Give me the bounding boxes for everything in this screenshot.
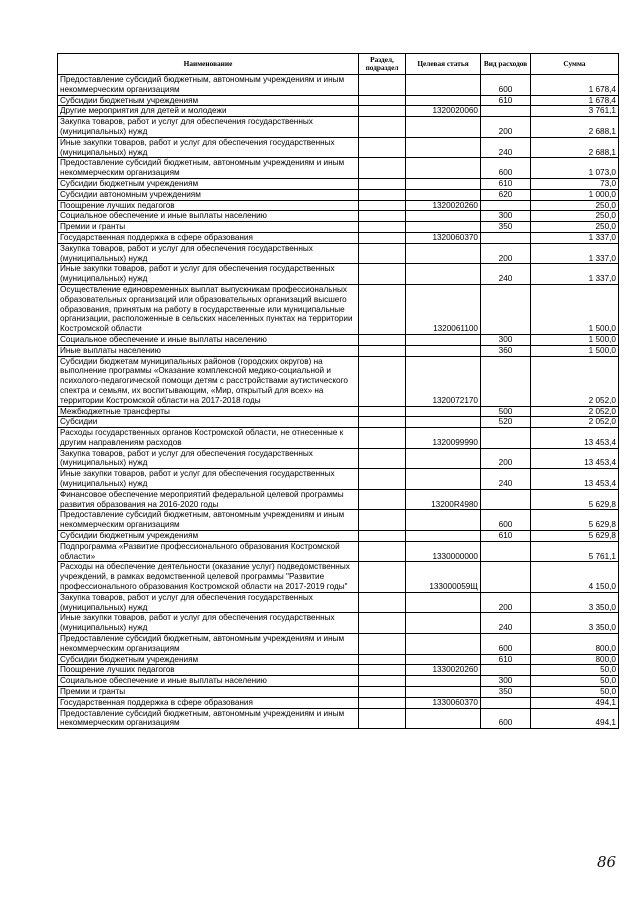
row-expense-type: 610	[481, 178, 531, 189]
row-section	[359, 562, 406, 592]
table-row	[58, 541, 619, 562]
table-row	[58, 189, 619, 200]
row-target-code: 1320072170	[406, 356, 481, 406]
row-sum: 2 052,0	[531, 417, 619, 428]
row-target-code	[406, 345, 481, 356]
row-sum: 5 629,8	[531, 531, 619, 542]
row-section	[359, 75, 406, 96]
row-name: Расходы на обеспечение деятельности (оказание услуг) подведомственных учреждений, в рамках ведомственной целевой программы "Развитие профессионального образования Костромской области на 2017-2019 годы"	[58, 562, 359, 592]
table-body	[58, 75, 619, 729]
row-target-code	[406, 469, 481, 490]
row-expense-type: 200	[481, 592, 531, 613]
row-name: Закупка товаров, работ и услуг для обеспечения государственных (муниципальных) нужд	[58, 448, 359, 469]
row-sum: 50,0	[531, 676, 619, 687]
row-target-code	[406, 117, 481, 138]
row-name: Предоставление субсидий бюджетным, автономным учреждениям и иным некоммерческим организациям	[58, 158, 359, 179]
row-sum: 3 761,1	[531, 106, 619, 117]
row-name: Закупка товаров, работ и услуг для обеспечения государственных (муниципальных) нужд	[58, 592, 359, 613]
table-row	[58, 356, 619, 406]
row-target-code	[406, 178, 481, 189]
row-sum: 13 453,4	[531, 469, 619, 490]
row-expense-type: 520	[481, 417, 531, 428]
row-section	[359, 137, 406, 158]
row-expense-type	[481, 428, 531, 449]
table-row	[58, 158, 619, 179]
row-section	[359, 345, 406, 356]
header-name: Наименование	[58, 54, 359, 75]
row-name: Иные закупки товаров, работ и услуг для обеспечения государственных (муниципальных) нужд	[58, 469, 359, 490]
row-target-code: 1330020260	[406, 665, 481, 676]
row-sum: 1 073,0	[531, 158, 619, 179]
table-row	[58, 406, 619, 417]
row-name: Поощрение лучших педагогов	[58, 665, 359, 676]
row-name: Иные выплаты населению	[58, 345, 359, 356]
row-sum: 1 678,4	[531, 75, 619, 96]
row-expense-type: 610	[481, 95, 531, 106]
table-row	[58, 117, 619, 138]
row-section	[359, 158, 406, 179]
page-number: 86	[597, 853, 617, 871]
row-sum: 1 337,0	[531, 243, 619, 264]
row-name: Поощрение лучших педагогов	[58, 200, 359, 211]
row-expense-type: 240	[481, 137, 531, 158]
row-sum: 3 350,0	[531, 613, 619, 634]
row-target-code: 1320061100	[406, 284, 481, 334]
table-row	[58, 562, 619, 592]
row-expense-type: 300	[481, 676, 531, 687]
header-sum: Сумма	[531, 54, 619, 75]
row-sum: 1 337,0	[531, 232, 619, 243]
row-sum: 50,0	[531, 687, 619, 698]
row-target-code	[406, 634, 481, 655]
row-name: Субсидии бюджетным учреждениям	[58, 654, 359, 665]
row-expense-type	[481, 541, 531, 562]
row-sum: 250,0	[531, 200, 619, 211]
row-section	[359, 200, 406, 211]
row-target-code	[406, 75, 481, 96]
row-name: Социальное обеспечение и иные выплаты населению	[58, 334, 359, 345]
row-sum: 2 052,0	[531, 356, 619, 406]
row-target-code: 13200R4980	[406, 489, 481, 510]
row-expense-type: 200	[481, 448, 531, 469]
row-name: Субсидии автономным учреждениям	[58, 189, 359, 200]
row-target-code	[406, 417, 481, 428]
row-name: Субсидии бюджетам муниципальных районов (городских округов) на выполнение программы «Оказание комплексной медико-социальной и психолого-педагогической помощи детям с расстройствами аутистического спектра и семьям, их воспитывающим, «Мир, открытый для всех» на территории Костромской области на 2017-2018 годы	[58, 356, 359, 406]
row-name: Государственная поддержка в сфере образования	[58, 232, 359, 243]
row-target-code	[406, 334, 481, 345]
row-section	[359, 541, 406, 562]
row-section	[359, 406, 406, 417]
row-section	[359, 665, 406, 676]
row-sum: 5 629,8	[531, 510, 619, 531]
row-target-code	[406, 95, 481, 106]
table-row	[58, 531, 619, 542]
row-expense-type: 300	[481, 334, 531, 345]
row-name: Иные закупки товаров, работ и услуг для обеспечения государственных (муниципальных) нужд	[58, 264, 359, 285]
header-section: Раздел, подраздел	[359, 54, 406, 75]
row-name: Расходы государственных органов Костромской области, не отнесенные к другим направлениям расходов	[58, 428, 359, 449]
table-row	[58, 417, 619, 428]
header-type: Вид расходов	[481, 54, 531, 75]
row-target-code: 1320060370	[406, 232, 481, 243]
row-section	[359, 697, 406, 708]
table-row	[58, 243, 619, 264]
row-name: Социальное обеспечение и иные выплаты населению	[58, 676, 359, 687]
row-sum: 800,0	[531, 634, 619, 655]
row-target-code	[406, 676, 481, 687]
row-expense-type: 500	[481, 406, 531, 417]
row-name: Предоставление субсидий бюджетным, автономным учреждениям и иным некоммерческим организациям	[58, 708, 359, 729]
row-section	[359, 264, 406, 285]
row-target-code	[406, 708, 481, 729]
row-expense-type	[481, 489, 531, 510]
row-expense-type: 300	[481, 211, 531, 222]
table-row	[58, 489, 619, 510]
row-expense-type: 610	[481, 654, 531, 665]
budget-table	[57, 53, 619, 729]
row-section	[359, 178, 406, 189]
table-row	[58, 95, 619, 106]
row-name: Предоставление субсидий бюджетным, автономным учреждениям и иным некоммерческим организациям	[58, 634, 359, 655]
row-expense-type: 350	[481, 687, 531, 698]
row-expense-type	[481, 284, 531, 334]
header-target: Целевая статья	[406, 54, 481, 75]
row-section	[359, 489, 406, 510]
row-target-code: 1320020060	[406, 106, 481, 117]
table-row	[58, 634, 619, 655]
row-sum: 250,0	[531, 211, 619, 222]
table-row	[58, 510, 619, 531]
row-section	[359, 334, 406, 345]
row-target-code: 1330000000	[406, 541, 481, 562]
table-row	[58, 106, 619, 117]
row-name: Премии и гранты	[58, 687, 359, 698]
table-row	[58, 448, 619, 469]
row-target-code: 1320020260	[406, 200, 481, 211]
row-sum: 2 688,1	[531, 137, 619, 158]
row-expense-type: 600	[481, 510, 531, 531]
table-row	[58, 469, 619, 490]
table-row	[58, 211, 619, 222]
row-name: Закупка товаров, работ и услуг для обеспечения государственных (муниципальных) нужд	[58, 117, 359, 138]
row-sum: 50,0	[531, 665, 619, 676]
row-target-code	[406, 264, 481, 285]
row-section	[359, 687, 406, 698]
table-row	[58, 428, 619, 449]
row-target-code	[406, 592, 481, 613]
row-section	[359, 531, 406, 542]
row-expense-type: 240	[481, 613, 531, 634]
table-row	[58, 697, 619, 708]
row-sum: 4 150,0	[531, 562, 619, 592]
row-target-code	[406, 531, 481, 542]
row-expense-type: 350	[481, 222, 531, 233]
row-section	[359, 448, 406, 469]
row-name: Предоставление субсидий бюджетным, автономным учреждениям и иным некоммерческим организациям	[58, 510, 359, 531]
row-name: Финансовое обеспечение мероприятий федеральной целевой программы развития образования на 2016-2020 годы	[58, 489, 359, 510]
row-expense-type	[481, 356, 531, 406]
row-target-code: 133000059Щ	[406, 562, 481, 592]
table-row	[58, 592, 619, 613]
table-row	[58, 334, 619, 345]
row-name: Премии и гранты	[58, 222, 359, 233]
row-section	[359, 243, 406, 264]
row-expense-type	[481, 106, 531, 117]
row-sum: 13 453,4	[531, 448, 619, 469]
row-name: Другие мероприятия для детей и молодежи	[58, 106, 359, 117]
row-expense-type: 600	[481, 75, 531, 96]
row-expense-type: 600	[481, 634, 531, 655]
table-row	[58, 178, 619, 189]
row-expense-type: 600	[481, 708, 531, 729]
row-section	[359, 211, 406, 222]
row-name: Иные закупки товаров, работ и услуг для обеспечения государственных (муниципальных) нужд	[58, 613, 359, 634]
row-target-code	[406, 189, 481, 200]
row-expense-type: 620	[481, 189, 531, 200]
row-name: Иные закупки товаров, работ и услуг для обеспечения государственных (муниципальных) нужд	[58, 137, 359, 158]
row-section	[359, 417, 406, 428]
table-header	[58, 54, 619, 75]
row-expense-type: 200	[481, 117, 531, 138]
row-sum: 1 500,0	[531, 345, 619, 356]
row-expense-type: 240	[481, 469, 531, 490]
table-row	[58, 200, 619, 211]
row-expense-type: 200	[481, 243, 531, 264]
table-row	[58, 284, 619, 334]
row-name: Социальное обеспечение и иные выплаты населению	[58, 211, 359, 222]
table-row	[58, 222, 619, 233]
row-target-code	[406, 613, 481, 634]
row-expense-type	[481, 232, 531, 243]
row-section	[359, 222, 406, 233]
row-section	[359, 592, 406, 613]
row-target-code	[406, 406, 481, 417]
row-name: Осуществление единовременных выплат выпускникам профессиональных образовательных организаций или образовательных организаций высшего образования, принятым на работу в государственные или муниципальные организации, расположенные в сельских населенных пунктах на территории Костромской области	[58, 284, 359, 334]
row-name: Государственная поддержка в сфере образования	[58, 697, 359, 708]
row-section	[359, 356, 406, 406]
row-expense-type: 240	[481, 264, 531, 285]
row-sum: 3 350,0	[531, 592, 619, 613]
header-row	[58, 54, 619, 75]
row-section	[359, 634, 406, 655]
row-section	[359, 708, 406, 729]
row-expense-type	[481, 200, 531, 211]
row-section	[359, 676, 406, 687]
row-name: Субсидии бюджетным учреждениям	[58, 531, 359, 542]
row-section	[359, 189, 406, 200]
table-row	[58, 665, 619, 676]
row-sum: 73,0	[531, 178, 619, 189]
table-row	[58, 264, 619, 285]
row-sum: 494,1	[531, 697, 619, 708]
row-sum: 494,1	[531, 708, 619, 729]
table-row	[58, 708, 619, 729]
row-section	[359, 232, 406, 243]
row-section	[359, 469, 406, 490]
row-name: Подпрограмма «Развитие профессионального образования Костромской области»	[58, 541, 359, 562]
row-sum: 5 761,1	[531, 541, 619, 562]
table-row	[58, 687, 619, 698]
table-row	[58, 676, 619, 687]
row-section	[359, 117, 406, 138]
row-section	[359, 654, 406, 665]
table-row	[58, 345, 619, 356]
row-target-code	[406, 222, 481, 233]
row-section	[359, 95, 406, 106]
row-expense-type: 360	[481, 345, 531, 356]
table-row	[58, 75, 619, 96]
row-target-code: 1320099990	[406, 428, 481, 449]
table-row	[58, 232, 619, 243]
row-name: Предоставление субсидий бюджетным, автономным учреждениям и иным некоммерческим организациям	[58, 75, 359, 96]
row-sum: 5 629,8	[531, 489, 619, 510]
row-target-code	[406, 510, 481, 531]
table-row	[58, 137, 619, 158]
row-section	[359, 510, 406, 531]
row-section	[359, 428, 406, 449]
row-sum: 1 000,0	[531, 189, 619, 200]
row-name: Субсидии бюджетным учреждениям	[58, 95, 359, 106]
row-expense-type: 600	[481, 158, 531, 179]
table-row	[58, 654, 619, 665]
row-target-code	[406, 687, 481, 698]
row-expense-type	[481, 665, 531, 676]
row-sum: 1 500,0	[531, 334, 619, 345]
row-name: Субсидии	[58, 417, 359, 428]
row-target-code: 1330060370	[406, 697, 481, 708]
row-section	[359, 106, 406, 117]
row-section	[359, 284, 406, 334]
table-row	[58, 613, 619, 634]
row-target-code	[406, 654, 481, 665]
row-expense-type: 610	[481, 531, 531, 542]
row-sum: 2 052,0	[531, 406, 619, 417]
row-section	[359, 613, 406, 634]
row-sum: 1 500,0	[531, 284, 619, 334]
row-name: Субсидии бюджетным учреждениям	[58, 178, 359, 189]
row-sum: 800,0	[531, 654, 619, 665]
row-target-code	[406, 211, 481, 222]
row-sum: 1 678,4	[531, 95, 619, 106]
row-expense-type	[481, 562, 531, 592]
row-expense-type	[481, 697, 531, 708]
row-sum: 1 337,0	[531, 264, 619, 285]
row-sum: 13 453,4	[531, 428, 619, 449]
row-sum: 2 688,1	[531, 117, 619, 138]
row-target-code	[406, 158, 481, 179]
row-name: Закупка товаров, работ и услуг для обеспечения государственных (муниципальных) нужд	[58, 243, 359, 264]
row-target-code	[406, 243, 481, 264]
row-name: Межбюджетные трансферты	[58, 406, 359, 417]
row-target-code	[406, 448, 481, 469]
row-target-code	[406, 137, 481, 158]
row-sum: 250,0	[531, 222, 619, 233]
